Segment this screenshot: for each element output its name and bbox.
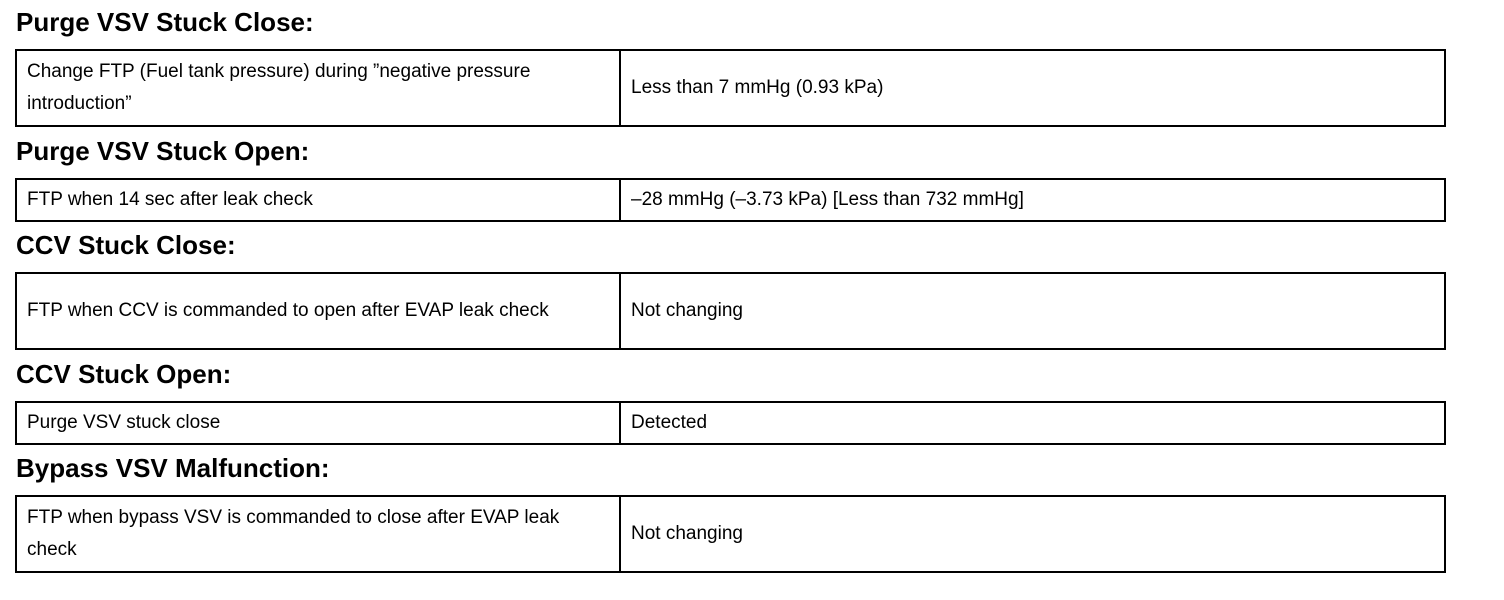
table-row: [16, 402, 1445, 444]
table-row: [16, 273, 1445, 349]
value-cell: –28 mmHg (–3.73 kPa) [Less than 732 mmHg]: [620, 179, 1445, 221]
table-row: [16, 50, 1445, 126]
section-heading-bypass-vsv-malfunction: Bypass VSV Malfunction:: [16, 453, 330, 483]
value-cell: Not changing: [620, 496, 1445, 572]
spec-table-bypass-vsv-malfunction: [15, 495, 1446, 573]
value-cell: Not changing: [620, 273, 1445, 349]
value-cell: Detected: [620, 402, 1445, 444]
section-heading-purge-vsv-stuck-open: Purge VSV Stuck Open:: [16, 136, 310, 166]
condition-cell: Change FTP (Fuel tank pressure) during ”negative pressure introduction”: [16, 50, 620, 126]
condition-cell: Purge VSV stuck close: [16, 402, 620, 444]
condition-cell: FTP when 14 sec after leak check: [16, 179, 620, 221]
spec-table-ccv-stuck-open: [15, 401, 1446, 445]
condition-cell: FTP when CCV is commanded to open after EVAP leak check: [16, 273, 620, 349]
value-cell: Less than 7 mmHg (0.93 kPa): [620, 50, 1445, 126]
section-heading-purge-vsv-stuck-close: Purge VSV Stuck Close:: [16, 7, 314, 37]
spec-table-purge-vsv-stuck-open: [15, 178, 1446, 222]
section-heading-ccv-stuck-open: CCV Stuck Open:: [16, 359, 232, 389]
table-row: [16, 179, 1445, 221]
spec-table-purge-vsv-stuck-close: [15, 49, 1446, 127]
section-heading-ccv-stuck-close: CCV Stuck Close:: [16, 230, 236, 260]
spec-table-ccv-stuck-close: [15, 272, 1446, 350]
table-row: [16, 496, 1445, 572]
condition-cell: FTP when bypass VSV is commanded to close after EVAP leak check: [16, 496, 620, 572]
